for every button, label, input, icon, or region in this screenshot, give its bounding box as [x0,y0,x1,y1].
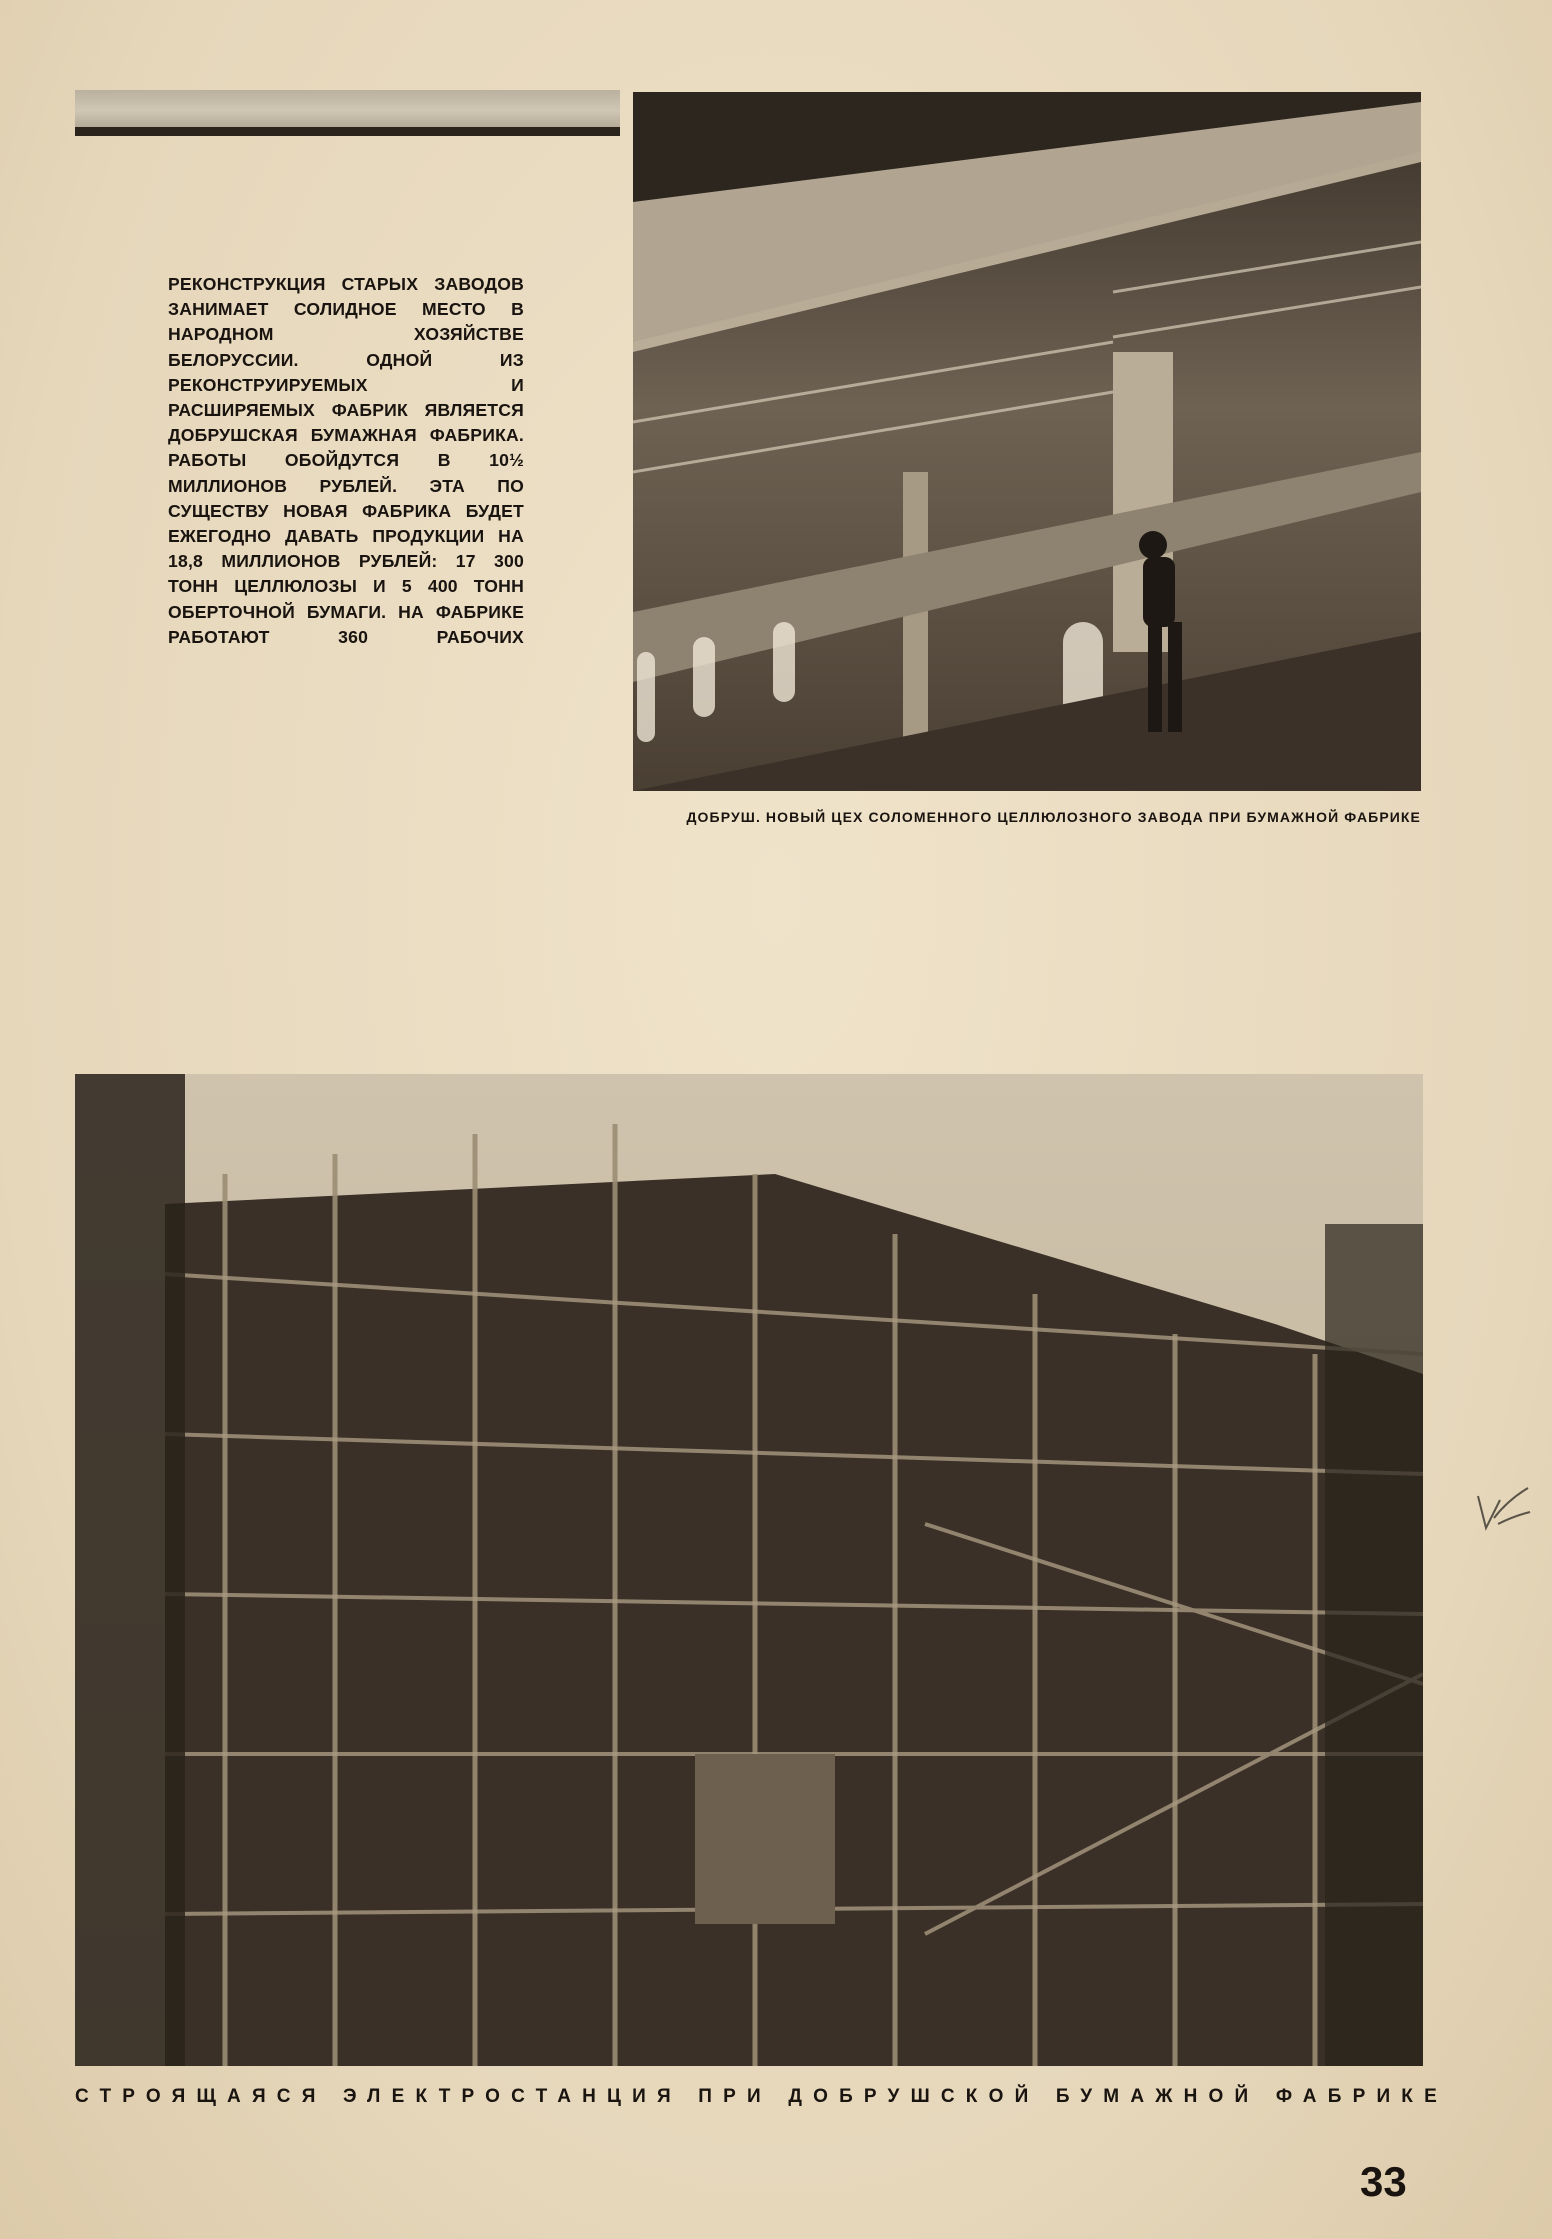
page-number: 33 [1360,2158,1407,2205]
intro-paragraph: РЕКОНСТРУКЦИЯ СТАРЫХ ЗАВОДОВ ЗАНИМАЕТ СОЛИДНОЕ МЕСТО В НАРОДНОМ ХОЗЯЙСТВЕ БЕЛОРУССИИ. ОДНОЙ ИЗ РЕКОНСТРУИРУЕМЫХ И РАСШИРЯЕМЫХ ФАБРИК ЯВЛЯЕТСЯ ДОБРУШСКАЯ БУМАЖНАЯ ФАБРИКА. РАБОТЫ ОБОЙДУТСЯ В 10½ МИЛЛИОНОВ РУБЛЕЙ. ЭТА ПО СУЩЕСТВУ НОВАЯ ФАБРИКА БУДЕТ ЕЖЕГОДНО ДАВАТЬ ПРОДУКЦИИ НА 18,8 МИЛЛИОНОВ РУБЛЕЙ: 17 300 ТОНН ЦЕЛЛЮЛОЗЫ И 5 400 ТОНН ОБЕРТОЧНОЙ БУМАГИ. НА ФАБРИКЕ РАБОТАЮТ 360 РАБОЧИХ [168,274,524,647]
power-station-scaffolding-photo [75,1074,1423,2066]
bottom-photo-caption: СТРОЯЩАЯСЯ ЭЛЕКТРОСТАНЦИЯ ПРИ ДОБРУШСКОЙ БУМАЖНОЙ ФАБРИКЕ [75,2086,1448,2107]
decorative-header-bar [75,90,620,136]
factory-interior-photo [633,92,1421,791]
pencil-mark [1474,1478,1534,1538]
top-photo-caption: ДОБРУШ. НОВЫЙ ЦЕХ СОЛОМЕННОГО ЦЕЛЛЮЛОЗНОГО ЗАВОДА ПРИ БУМАЖНОЙ ФАБРИКЕ [686,809,1421,825]
